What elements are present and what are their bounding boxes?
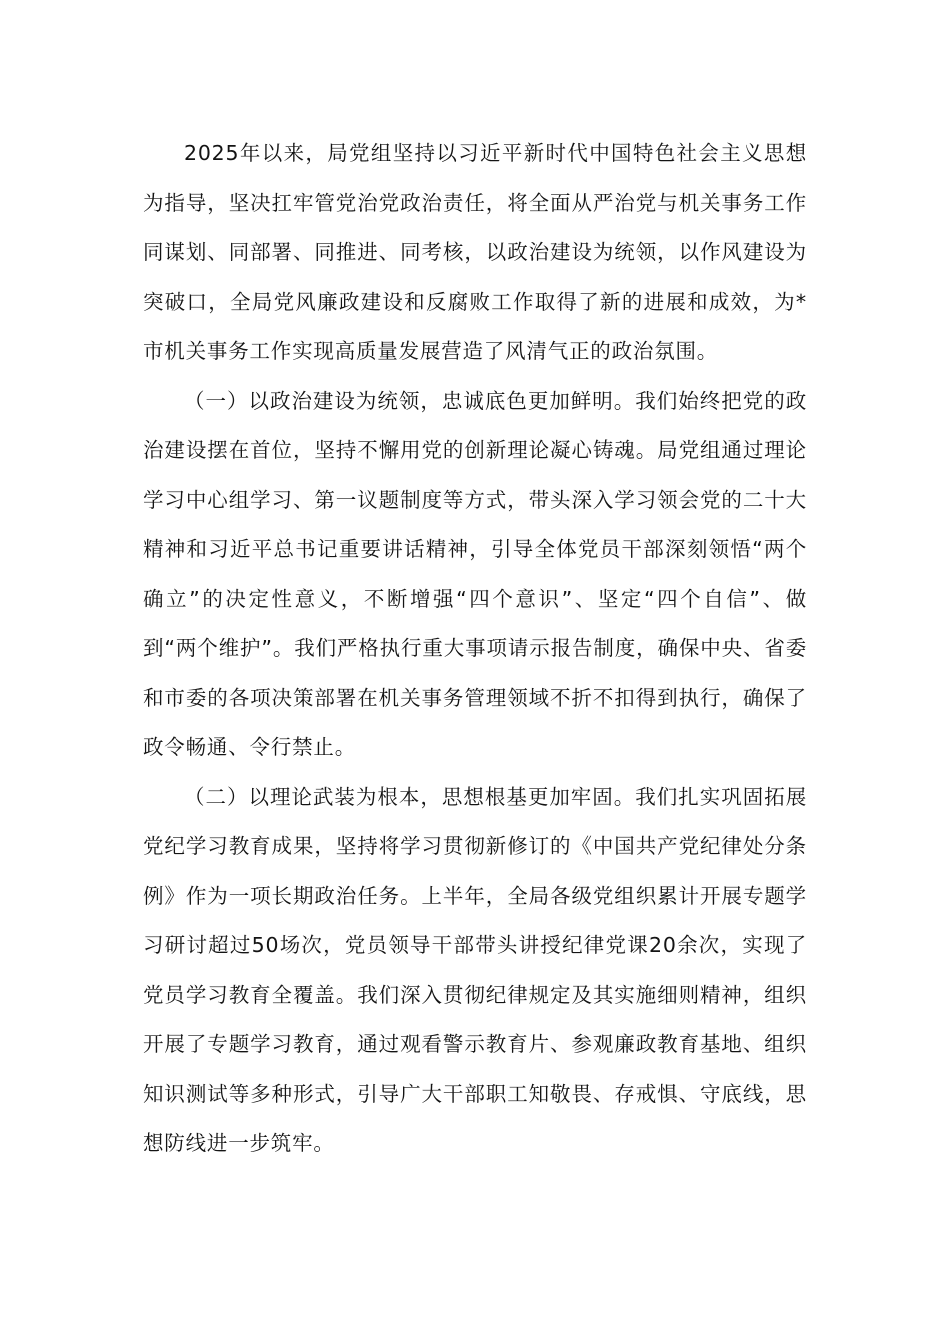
paragraph-intro: 2025年以来，局党组坚持以习近平新时代中国特色社会主义思想为指导，坚决扛牢管党治党政治责任，将全面从严治党与机关事务工作同谋划、同部署、同推进、同考核，以政治建设为统领，以作风建设为突破口，全局党风廉政建设和反腐败工作取得了新的进展和成效，为*市机关事务工作实现高质量发展营造了风清气正的政治氛围。 [143,141,807,363]
document-body [143,129,807,1169]
paragraph-theory-study: （二）以理论武装为根本，思想根基更加牢固。我们扎实巩固拓展党纪学习教育成果，坚持将学习贯彻新修订的《中国共产党纪律处分条例》作为一项长期政治任务。上半年，全局各级党组织累计开展专题学习研讨超过50场次，党员领导干部带头讲授纪律党课20余次，实现了党员学习教育全覆盖。我们深入贯彻纪律规定及其实施细则精神，组织开展了专题学习教育，通过观看警示教育片、参观廉政教育基地、组织知识测试等多种形式，引导广大干部职工知敬畏、存戒惧、守底线，思想防线进一步筑牢。 [143,784,807,1155]
paragraph-political-building: （一）以政治建设为统领，忠诚底色更加鲜明。我们始终把党的政治建设摆在首位，坚持不懈用党的创新理论凝心铸魂。局党组通过理论学习中心组学习、第一议题制度等方式，带头深入学习领会党的二十大精神和习近平总书记重要讲话精神，引导全体党员干部深刻领悟“两个确立”的决定性意义，不断增强“四个意识”、坚定“四个自信”、做到“两个维护”。我们严格执行重大事项请示报告制度，确保中央、省委和市委的各项决策部署在机关事务管理领域不折不扣得到执行，确保了政令畅通、令行禁止。 [143,388,807,759]
